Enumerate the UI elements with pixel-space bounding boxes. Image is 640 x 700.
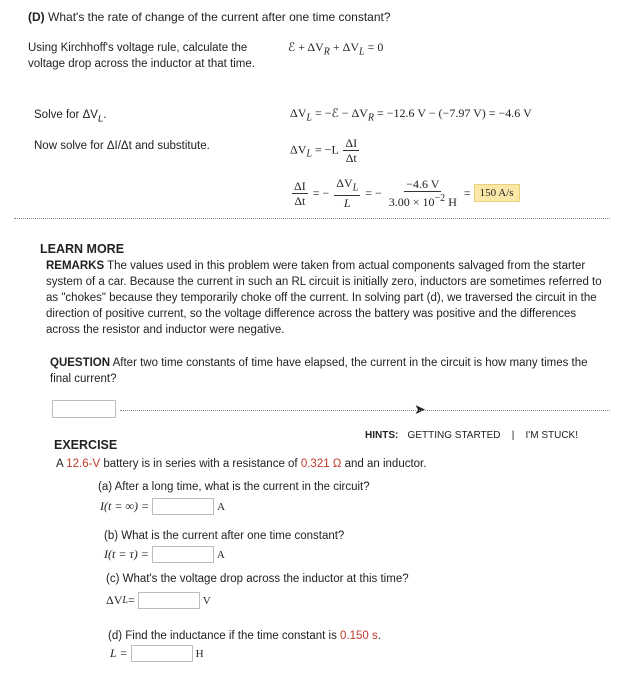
resistance-value: 0.321 Ω [300,458,342,470]
question-text: After two time constants of time have elapsed, the current in the circuit is how many times the final current? [50,357,588,385]
hints-bar [365,429,578,441]
exercise-d-question: (d) Find the inductance if the time constant is 0.150 s. [108,630,381,642]
kvl-equation: ℰ + $\Delta V_R + \Delta V_L = 0$ [288,40,384,58]
hint-stuck[interactable]: I'M STUCK! [525,430,578,441]
kirchhoff-text: Using Kirchhoff's voltage rule, calculate the voltage drop across the inductor at that time. [28,42,255,70]
exercise-a-input[interactable] [152,498,214,515]
solve-label: Solve for $\Delta V_L$. [34,109,107,125]
exercise-c-question: (c) What's the voltage drop across the inductor at this time? [106,573,409,585]
question-label: QUESTION [50,357,111,369]
question-answer-input[interactable] [52,400,116,418]
hint-getting-started[interactable]: GETTING STARTED [407,430,501,441]
exercise-d-input[interactable] [131,645,193,662]
solve-equation: $\Delta V_L$ = −ℰ − $\Delta V_R = -12.6$ V − (−7.97 V) = −4.6 V [290,106,532,124]
exercise-title: EXERCISE [54,438,118,452]
hints-label: HINTS: [365,430,399,441]
rate-equation: $\frac{\Delta I}{\Delta t}$ = − $\frac{\Delta V_L}{L}$ = − $\frac{-4.6 V}{3.00 \times 10^{-2} H}$ = 150 A/s [290,176,520,210]
inductor-equation: $\Delta V_L = -L$ $\frac{\Delta I}{\Delta t}$ [290,136,358,165]
exercise-b-answer-row: I(t = τ) = A [104,547,225,561]
now-solve-text: Now solve for ΔI/Δt and substitute. [34,140,210,152]
divider [14,218,610,219]
cursor-icon: ➤ [414,401,426,417]
learn-more-title: LEARN MORE [40,242,125,256]
part-d-heading [28,10,391,24]
divider [120,410,610,411]
question-paragraph [50,355,610,387]
part-d-label: (D) [28,10,45,24]
battery-voltage: 12.6-V [66,458,101,470]
part-d-question: What's the rate of change of the current after one time constant? [48,10,391,24]
time-constant-value: 0.150 s [340,630,378,642]
exercise-intro: A 12.6-V battery is in series with a resistance of 0.321 Ω and an inductor. [56,458,427,470]
result-highlight: 150 A/s [474,184,520,202]
exercise-a-question: (a) After a long time, what is the current in the circuit? [98,481,370,493]
exercise-c-input[interactable] [138,592,200,609]
remarks-paragraph [46,258,612,338]
remarks-text: The values used in this problem were taken from actual components salvaged from the starter system of a car. Because the current in such an RL circuit is initially zero, inductors are sometimes referred to as "chokes" because they temporarily choke off the current. In solving part (d), we traversed the circuit in the direction of positive current, so the voltage difference across the battery was positive and the differences across the resistor and inductor were negative. [46,260,602,336]
exercise-a-answer-row: I(t = ∞) = A [100,499,226,513]
exercise-d-answer-row: L = H [110,646,204,660]
exercise-c-answer-row: ΔV L = V [106,593,211,607]
hint-separator: | [511,430,515,441]
remarks-label: REMARKS [46,260,105,272]
exercise-b-question: (b) What is the current after one time constant? [104,530,345,542]
exercise-b-input[interactable] [152,546,214,563]
